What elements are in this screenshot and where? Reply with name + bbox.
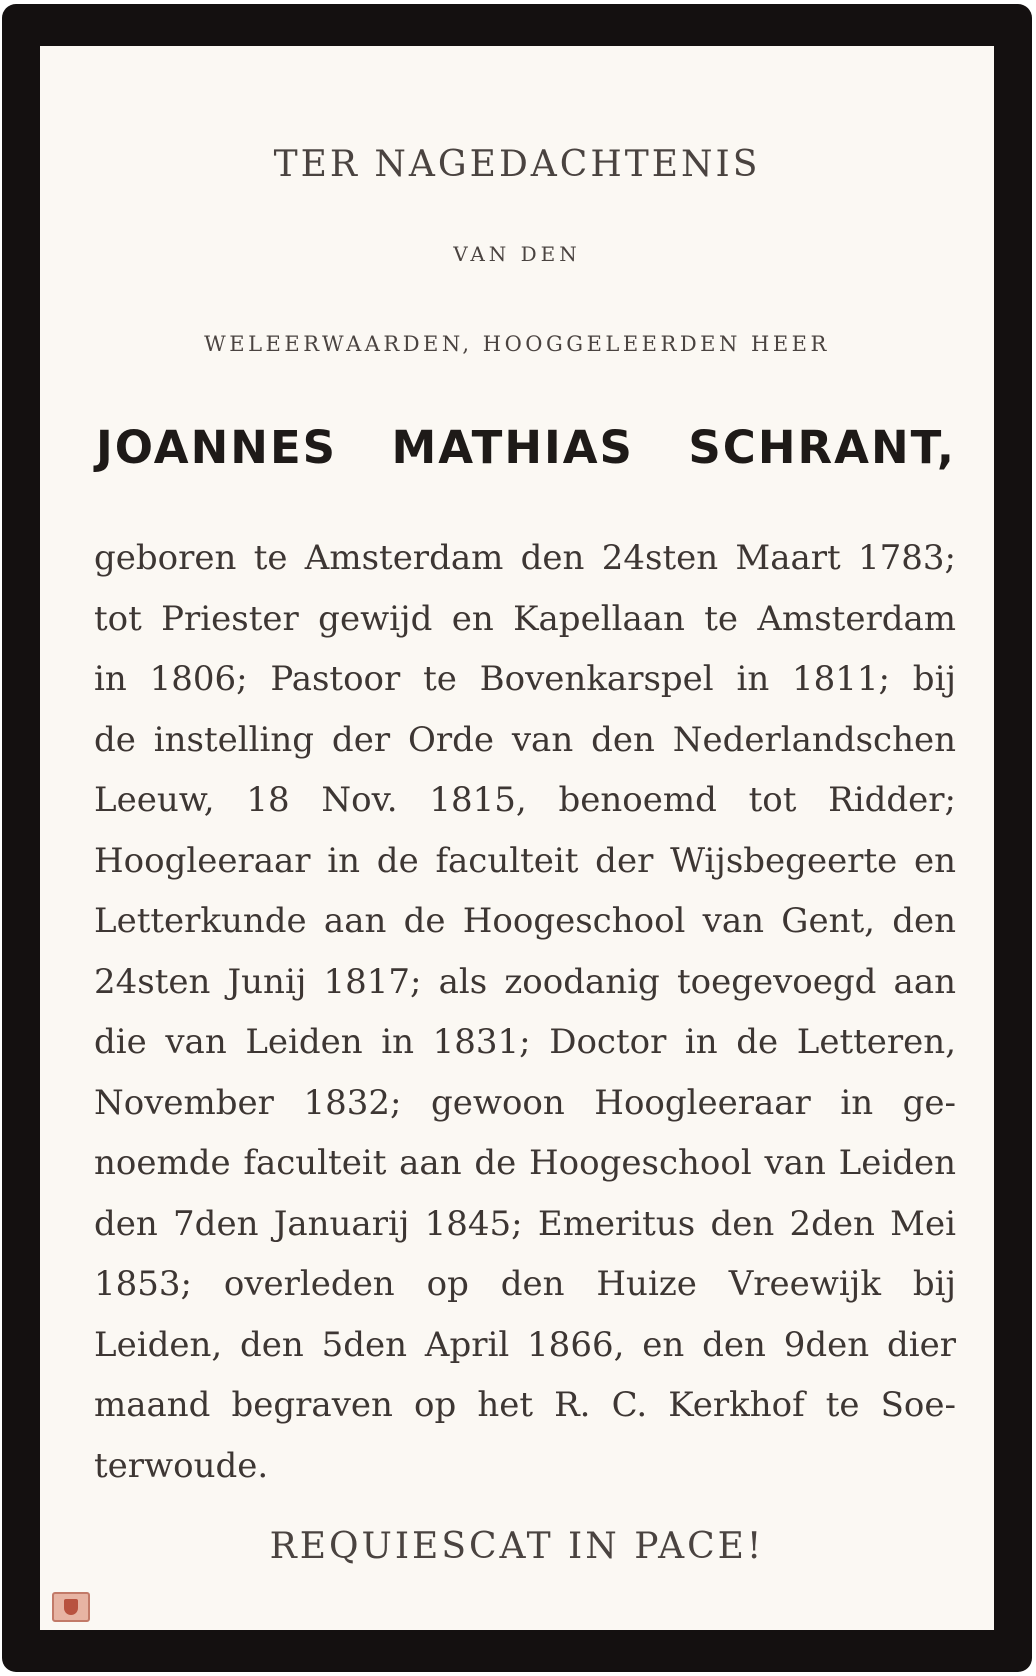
- biography-line: 1853; overleden op den Huize Vreewijk bij: [94, 1264, 956, 1304]
- biography-line: November 1832; gewoon Hoogleeraar in ge-: [94, 1082, 956, 1123]
- card-paper: [40, 46, 994, 1630]
- biography-line: maand begraven op het R. C. Kerkhof te Soe-: [94, 1385, 956, 1425]
- biography-line: noemde faculteit aan de Hoogeschool van Leiden: [94, 1143, 956, 1183]
- closing-phrase: REQUIESCAT IN PACE!: [269, 1526, 765, 1567]
- biography-line: Hoogleeraar in de faculteit der Wijsbegeerte en: [94, 840, 956, 881]
- deceased-name: JOANNES MATHIAS SCHRANT,: [96, 421, 956, 474]
- biography-line: geboren te Amsterdam den 24sten Maart 1783;: [94, 538, 956, 578]
- coat-of-arms-icon: [52, 1592, 90, 1622]
- biography-line: Leiden, den 5den April 1866, en den 9den dier: [94, 1324, 956, 1365]
- biography-line: den 7den Januarij 1845; Emeritus den 2den Mei: [94, 1203, 956, 1244]
- memorial-card: [2, 4, 1032, 1672]
- biography-line: die van Leiden in 1831; Doctor in de Letteren,: [94, 1022, 956, 1062]
- biography-line: in 1806; Pastoor te Bovenkarspel in 1811; bij: [94, 659, 956, 699]
- card-subtitle: VAN DEN: [453, 242, 581, 266]
- biography-line: de instelling der Orde van den Nederlandschen: [94, 719, 956, 760]
- biography-line: Leeuw, 18 Nov. 1815, benoemd tot Ridder;: [94, 780, 956, 820]
- biography-line: tot Priester gewijd en Kapellaan te Amsterdam: [94, 598, 956, 639]
- card-title: TER NAGEDACHTENIS: [273, 144, 761, 185]
- biography-line: Letterkunde aan de Hoogeschool van Gent, den: [94, 901, 956, 941]
- biography-text: [94, 528, 956, 1496]
- biography-line: terwoude.: [94, 1445, 269, 1486]
- card-honorific: WELEERWAARDEN, HOOGGELEERDEN HEER: [204, 332, 830, 356]
- biography-line: 24sten Junij 1817; als zoodanig toegevoegd aan: [94, 961, 956, 1002]
